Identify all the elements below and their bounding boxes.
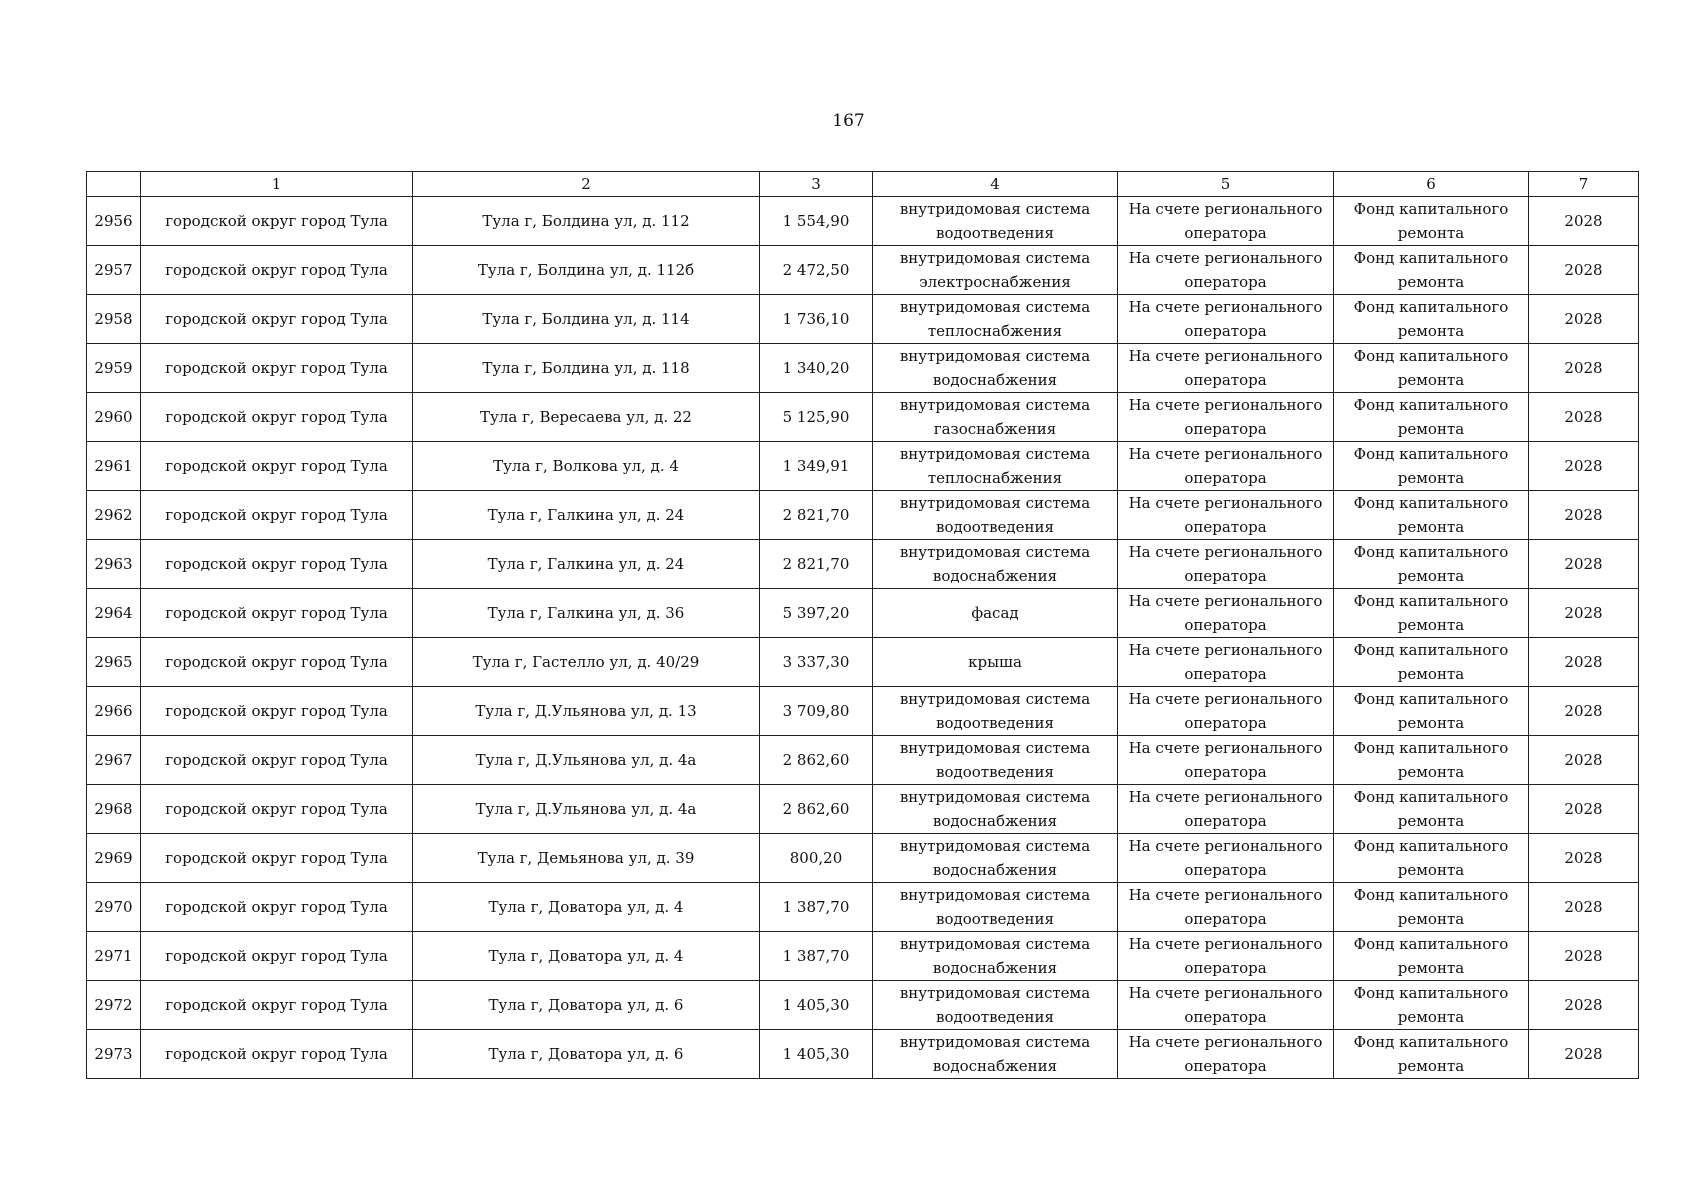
funding-method-cell: На счете регионального оператора [1118,197,1334,246]
work-type-cell: внутридомовая система водоотведения [873,981,1118,1030]
year-cell: 2028 [1529,981,1639,1030]
address-cell: Тула г, Д.Ульянова ул, д. 4а [413,785,760,834]
table-row [87,687,1639,736]
row-number-cell: 2960 [87,393,141,442]
table-row [87,1030,1639,1079]
year-cell: 2028 [1529,344,1639,393]
table-row [87,736,1639,785]
funding-source-cell: Фонд капитального ремонта [1334,834,1529,883]
municipality-cell: городской округ город Тула [141,442,413,491]
municipality-cell: городской округ город Тула [141,785,413,834]
funding-source-cell: Фонд капитального ремонта [1334,638,1529,687]
page-number: 167 [832,111,865,131]
year-cell: 2028 [1529,393,1639,442]
area-cell: 1 349,91 [760,442,873,491]
address-cell: Тула г, Галкина ул, д. 36 [413,589,760,638]
table-row [87,834,1639,883]
municipality-cell: городской округ город Тула [141,295,413,344]
municipality-cell: городской округ город Тула [141,687,413,736]
funding-method-cell: На счете регионального оператора [1118,785,1334,834]
year-cell: 2028 [1529,246,1639,295]
work-type-cell: внутридомовая система теплоснабжения [873,295,1118,344]
funding-source-cell: Фонд капитального ремонта [1334,981,1529,1030]
year-cell: 2028 [1529,295,1639,344]
funding-method-cell: На счете регионального оператора [1118,393,1334,442]
address-cell: Тула г, Галкина ул, д. 24 [413,540,760,589]
address-cell: Тула г, Д.Ульянова ул, д. 4а [413,736,760,785]
funding-source-cell: Фонд капитального ремонта [1334,736,1529,785]
funding-source-cell: Фонд капитального ремонта [1334,883,1529,932]
table-row [87,344,1639,393]
work-type-cell: внутридомовая система водоотведения [873,736,1118,785]
column-header [87,172,141,197]
area-cell: 1 736,10 [760,295,873,344]
row-number-cell: 2966 [87,687,141,736]
table-row [87,589,1639,638]
municipality-cell: городской округ город Тула [141,344,413,393]
municipality-cell: городской округ город Тула [141,638,413,687]
area-cell: 2 821,70 [760,540,873,589]
table-row [87,981,1639,1030]
work-type-cell: внутридомовая система водоснабжения [873,932,1118,981]
address-cell: Тула г, Демьянова ул, д. 39 [413,834,760,883]
column-header: 2 [413,172,760,197]
area-cell: 3 709,80 [760,687,873,736]
funding-source-cell: Фонд капитального ремонта [1334,344,1529,393]
work-type-cell: крыша [873,638,1118,687]
table-row [87,932,1639,981]
row-number-cell: 2973 [87,1030,141,1079]
funding-method-cell: На счете регионального оператора [1118,442,1334,491]
municipality-cell: городской округ город Тула [141,589,413,638]
column-header: 4 [873,172,1118,197]
year-cell: 2028 [1529,491,1639,540]
funding-method-cell: На счете регионального оператора [1118,246,1334,295]
municipality-cell: городской округ город Тула [141,883,413,932]
table-row [87,785,1639,834]
table-header-row [87,172,1639,197]
row-number-cell: 2967 [87,736,141,785]
year-cell: 2028 [1529,442,1639,491]
year-cell: 2028 [1529,540,1639,589]
funding-method-cell: На счете регионального оператора [1118,883,1334,932]
area-cell: 1 405,30 [760,981,873,1030]
funding-method-cell: На счете регионального оператора [1118,981,1334,1030]
address-cell: Тула г, Болдина ул, д. 112 [413,197,760,246]
funding-method-cell: На счете регионального оператора [1118,1030,1334,1079]
row-number-cell: 2968 [87,785,141,834]
area-cell: 2 862,60 [760,785,873,834]
funding-source-cell: Фонд капитального ремонта [1334,687,1529,736]
address-cell: Тула г, Доватора ул, д. 6 [413,1030,760,1079]
funding-source-cell: Фонд капитального ремонта [1334,442,1529,491]
table-row [87,638,1639,687]
funding-source-cell: Фонд капитального ремонта [1334,197,1529,246]
column-header: 3 [760,172,873,197]
municipality-cell: городской округ город Тула [141,540,413,589]
municipality-cell: городской округ город Тула [141,981,413,1030]
column-header: 5 [1118,172,1334,197]
municipality-cell: городской округ город Тула [141,393,413,442]
funding-method-cell: На счете регионального оператора [1118,932,1334,981]
data-table [86,171,1639,1079]
table-row [87,442,1639,491]
funding-method-cell: На счете регионального оператора [1118,589,1334,638]
municipality-cell: городской округ город Тула [141,834,413,883]
funding-source-cell: Фонд капитального ремонта [1334,393,1529,442]
address-cell: Тула г, Болдина ул, д. 114 [413,295,760,344]
year-cell: 2028 [1529,1030,1639,1079]
table-row [87,393,1639,442]
work-type-cell: внутридомовая система водоотведения [873,883,1118,932]
area-cell: 800,20 [760,834,873,883]
table-row [87,295,1639,344]
year-cell: 2028 [1529,834,1639,883]
work-type-cell: фасад [873,589,1118,638]
table-row [87,883,1639,932]
work-type-cell: внутридомовая система водоснабжения [873,344,1118,393]
area-cell: 1 405,30 [760,1030,873,1079]
data-table-container [86,171,1639,1079]
row-number-cell: 2956 [87,197,141,246]
funding-method-cell: На счете регионального оператора [1118,834,1334,883]
area-cell: 1 554,90 [760,197,873,246]
row-number-cell: 2957 [87,246,141,295]
funding-source-cell: Фонд капитального ремонта [1334,540,1529,589]
area-cell: 1 387,70 [760,932,873,981]
address-cell: Тула г, Доватора ул, д. 6 [413,981,760,1030]
row-number-cell: 2958 [87,295,141,344]
work-type-cell: внутридомовая система водоснабжения [873,1030,1118,1079]
work-type-cell: внутридомовая система водоотведения [873,687,1118,736]
year-cell: 2028 [1529,932,1639,981]
row-number-cell: 2963 [87,540,141,589]
table-row [87,246,1639,295]
municipality-cell: городской округ город Тула [141,932,413,981]
work-type-cell: внутридомовая система водоснабжения [873,834,1118,883]
year-cell: 2028 [1529,883,1639,932]
row-number-cell: 2971 [87,932,141,981]
table-row [87,491,1639,540]
address-cell: Тула г, Гастелло ул, д. 40/29 [413,638,760,687]
address-cell: Тула г, Болдина ул, д. 118 [413,344,760,393]
year-cell: 2028 [1529,736,1639,785]
work-type-cell: внутридомовая система теплоснабжения [873,442,1118,491]
funding-method-cell: На счете регионального оператора [1118,687,1334,736]
area-cell: 1 387,70 [760,883,873,932]
row-number-cell: 2972 [87,981,141,1030]
area-cell: 1 340,20 [760,344,873,393]
year-cell: 2028 [1529,638,1639,687]
year-cell: 2028 [1529,687,1639,736]
work-type-cell: внутридомовая система газоснабжения [873,393,1118,442]
area-cell: 3 337,30 [760,638,873,687]
area-cell: 2 862,60 [760,736,873,785]
row-number-cell: 2965 [87,638,141,687]
funding-method-cell: На счете регионального оператора [1118,344,1334,393]
area-cell: 5 125,90 [760,393,873,442]
funding-source-cell: Фонд капитального ремонта [1334,589,1529,638]
column-header: 6 [1334,172,1529,197]
funding-method-cell: На счете регионального оператора [1118,540,1334,589]
column-header: 1 [141,172,413,197]
address-cell: Тула г, Доватора ул, д. 4 [413,883,760,932]
row-number-cell: 2970 [87,883,141,932]
work-type-cell: внутридомовая система водоотведения [873,197,1118,246]
municipality-cell: городской округ город Тула [141,197,413,246]
funding-source-cell: Фонд капитального ремонта [1334,785,1529,834]
row-number-cell: 2969 [87,834,141,883]
funding-source-cell: Фонд капитального ремонта [1334,246,1529,295]
year-cell: 2028 [1529,589,1639,638]
address-cell: Тула г, Волкова ул, д. 4 [413,442,760,491]
column-header: 7 [1529,172,1639,197]
municipality-cell: городской округ город Тула [141,1030,413,1079]
address-cell: Тула г, Болдина ул, д. 112б [413,246,760,295]
row-number-cell: 2962 [87,491,141,540]
year-cell: 2028 [1529,197,1639,246]
row-number-cell: 2964 [87,589,141,638]
row-number-cell: 2961 [87,442,141,491]
funding-method-cell: На счете регионального оператора [1118,491,1334,540]
funding-method-cell: На счете регионального оператора [1118,295,1334,344]
municipality-cell: городской округ город Тула [141,736,413,785]
funding-source-cell: Фонд капитального ремонта [1334,491,1529,540]
address-cell: Тула г, Вересаева ул, д. 22 [413,393,760,442]
municipality-cell: городской округ город Тула [141,491,413,540]
municipality-cell: городской округ город Тула [141,246,413,295]
work-type-cell: внутридомовая система водоотведения [873,491,1118,540]
work-type-cell: внутридомовая система водоснабжения [873,540,1118,589]
year-cell: 2028 [1529,785,1639,834]
funding-source-cell: Фонд капитального ремонта [1334,1030,1529,1079]
area-cell: 2 821,70 [760,491,873,540]
address-cell: Тула г, Доватора ул, д. 4 [413,932,760,981]
funding-source-cell: Фонд капитального ремонта [1334,932,1529,981]
row-number-cell: 2959 [87,344,141,393]
funding-method-cell: На счете регионального оператора [1118,736,1334,785]
area-cell: 2 472,50 [760,246,873,295]
work-type-cell: внутридомовая система водоснабжения [873,785,1118,834]
work-type-cell: внутридомовая система электроснабжения [873,246,1118,295]
table-row [87,197,1639,246]
table-row [87,540,1639,589]
address-cell: Тула г, Д.Ульянова ул, д. 13 [413,687,760,736]
funding-method-cell: На счете регионального оператора [1118,638,1334,687]
area-cell: 5 397,20 [760,589,873,638]
address-cell: Тула г, Галкина ул, д. 24 [413,491,760,540]
funding-source-cell: Фонд капитального ремонта [1334,295,1529,344]
